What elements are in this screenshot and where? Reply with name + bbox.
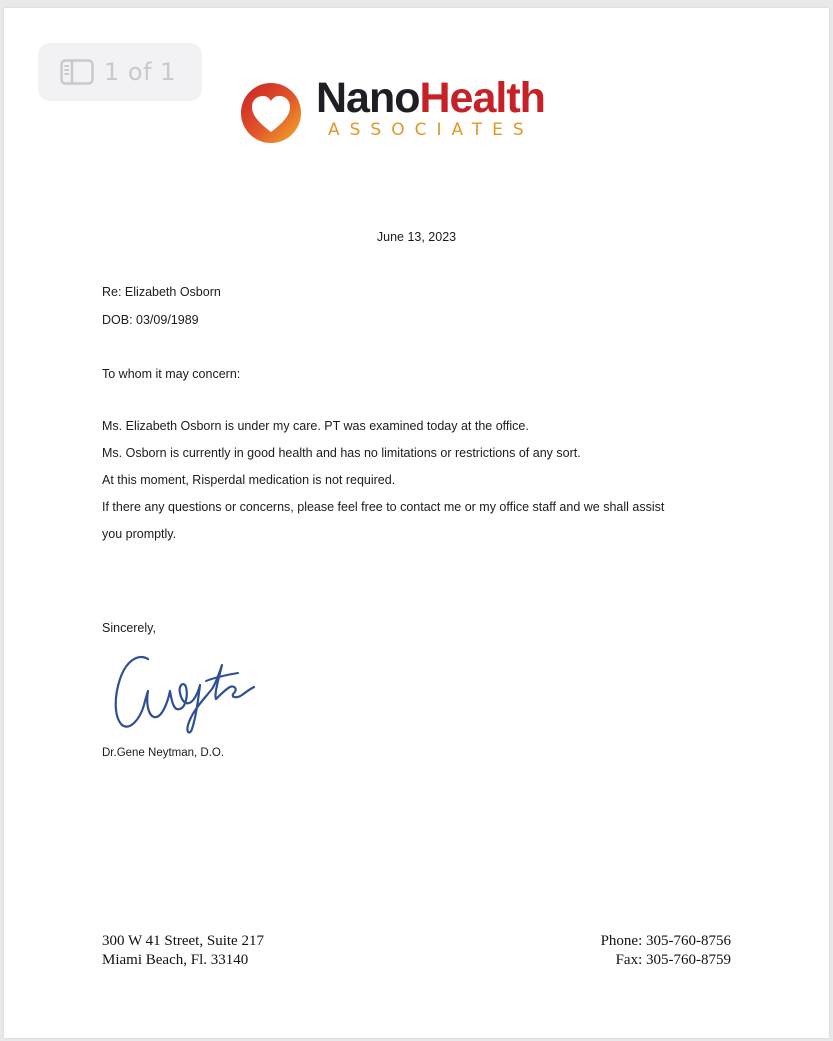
logo-word-nano: Nano [316, 74, 420, 122]
nanohealth-logo [236, 76, 566, 148]
letter-salutation: To whom it may concern: [102, 367, 241, 381]
logo-wordmark [316, 74, 545, 122]
signatory-name: Dr.Gene Neytman, D.O. [102, 747, 225, 759]
letter-body-line: If there any questions or concerns, please feel free to contact me or my office staff and we shall assist [102, 500, 665, 514]
letter-body-line: Ms. Osborn is currently in good health and has no limitations or restrictions of any sort. [102, 446, 581, 460]
document-page [4, 8, 829, 1038]
footer-contact [601, 932, 731, 970]
letter-closing: Sincerely, [102, 621, 156, 635]
address-line: Miami Beach, Fl. 33140 [102, 952, 249, 968]
footer-address [102, 932, 264, 970]
letter-date: June 13, 2023 [376, 230, 457, 244]
page-indicator[interactable] [38, 43, 202, 101]
logo-subtitle: ASSOCIATES [328, 120, 534, 140]
fax-number: Fax: 305-760-8759 [615, 952, 731, 968]
logo-word-health: Health [419, 74, 545, 122]
phone-number: Phone: 305-760-8756 [600, 933, 731, 949]
handwritten-signature [108, 645, 258, 737]
address-line: 300 W 41 Street, Suite 217 [102, 933, 264, 949]
sidebar-toggle-icon[interactable] [60, 59, 94, 85]
letter-body-line: Ms. Elizabeth Osborn is under my care. PT was examined today at the office. [102, 419, 529, 433]
heart-ring-icon [236, 78, 306, 148]
letter-re-line: Re: Elizabeth Osborn [102, 285, 221, 299]
letter-body-line: At this moment, Risperdal medication is not required. [102, 473, 396, 487]
page-count-label: 1 of 1 [104, 58, 176, 86]
letter-body-line: you promptly. [102, 527, 177, 541]
letter-dob-line: DOB: 03/09/1989 [102, 313, 199, 327]
